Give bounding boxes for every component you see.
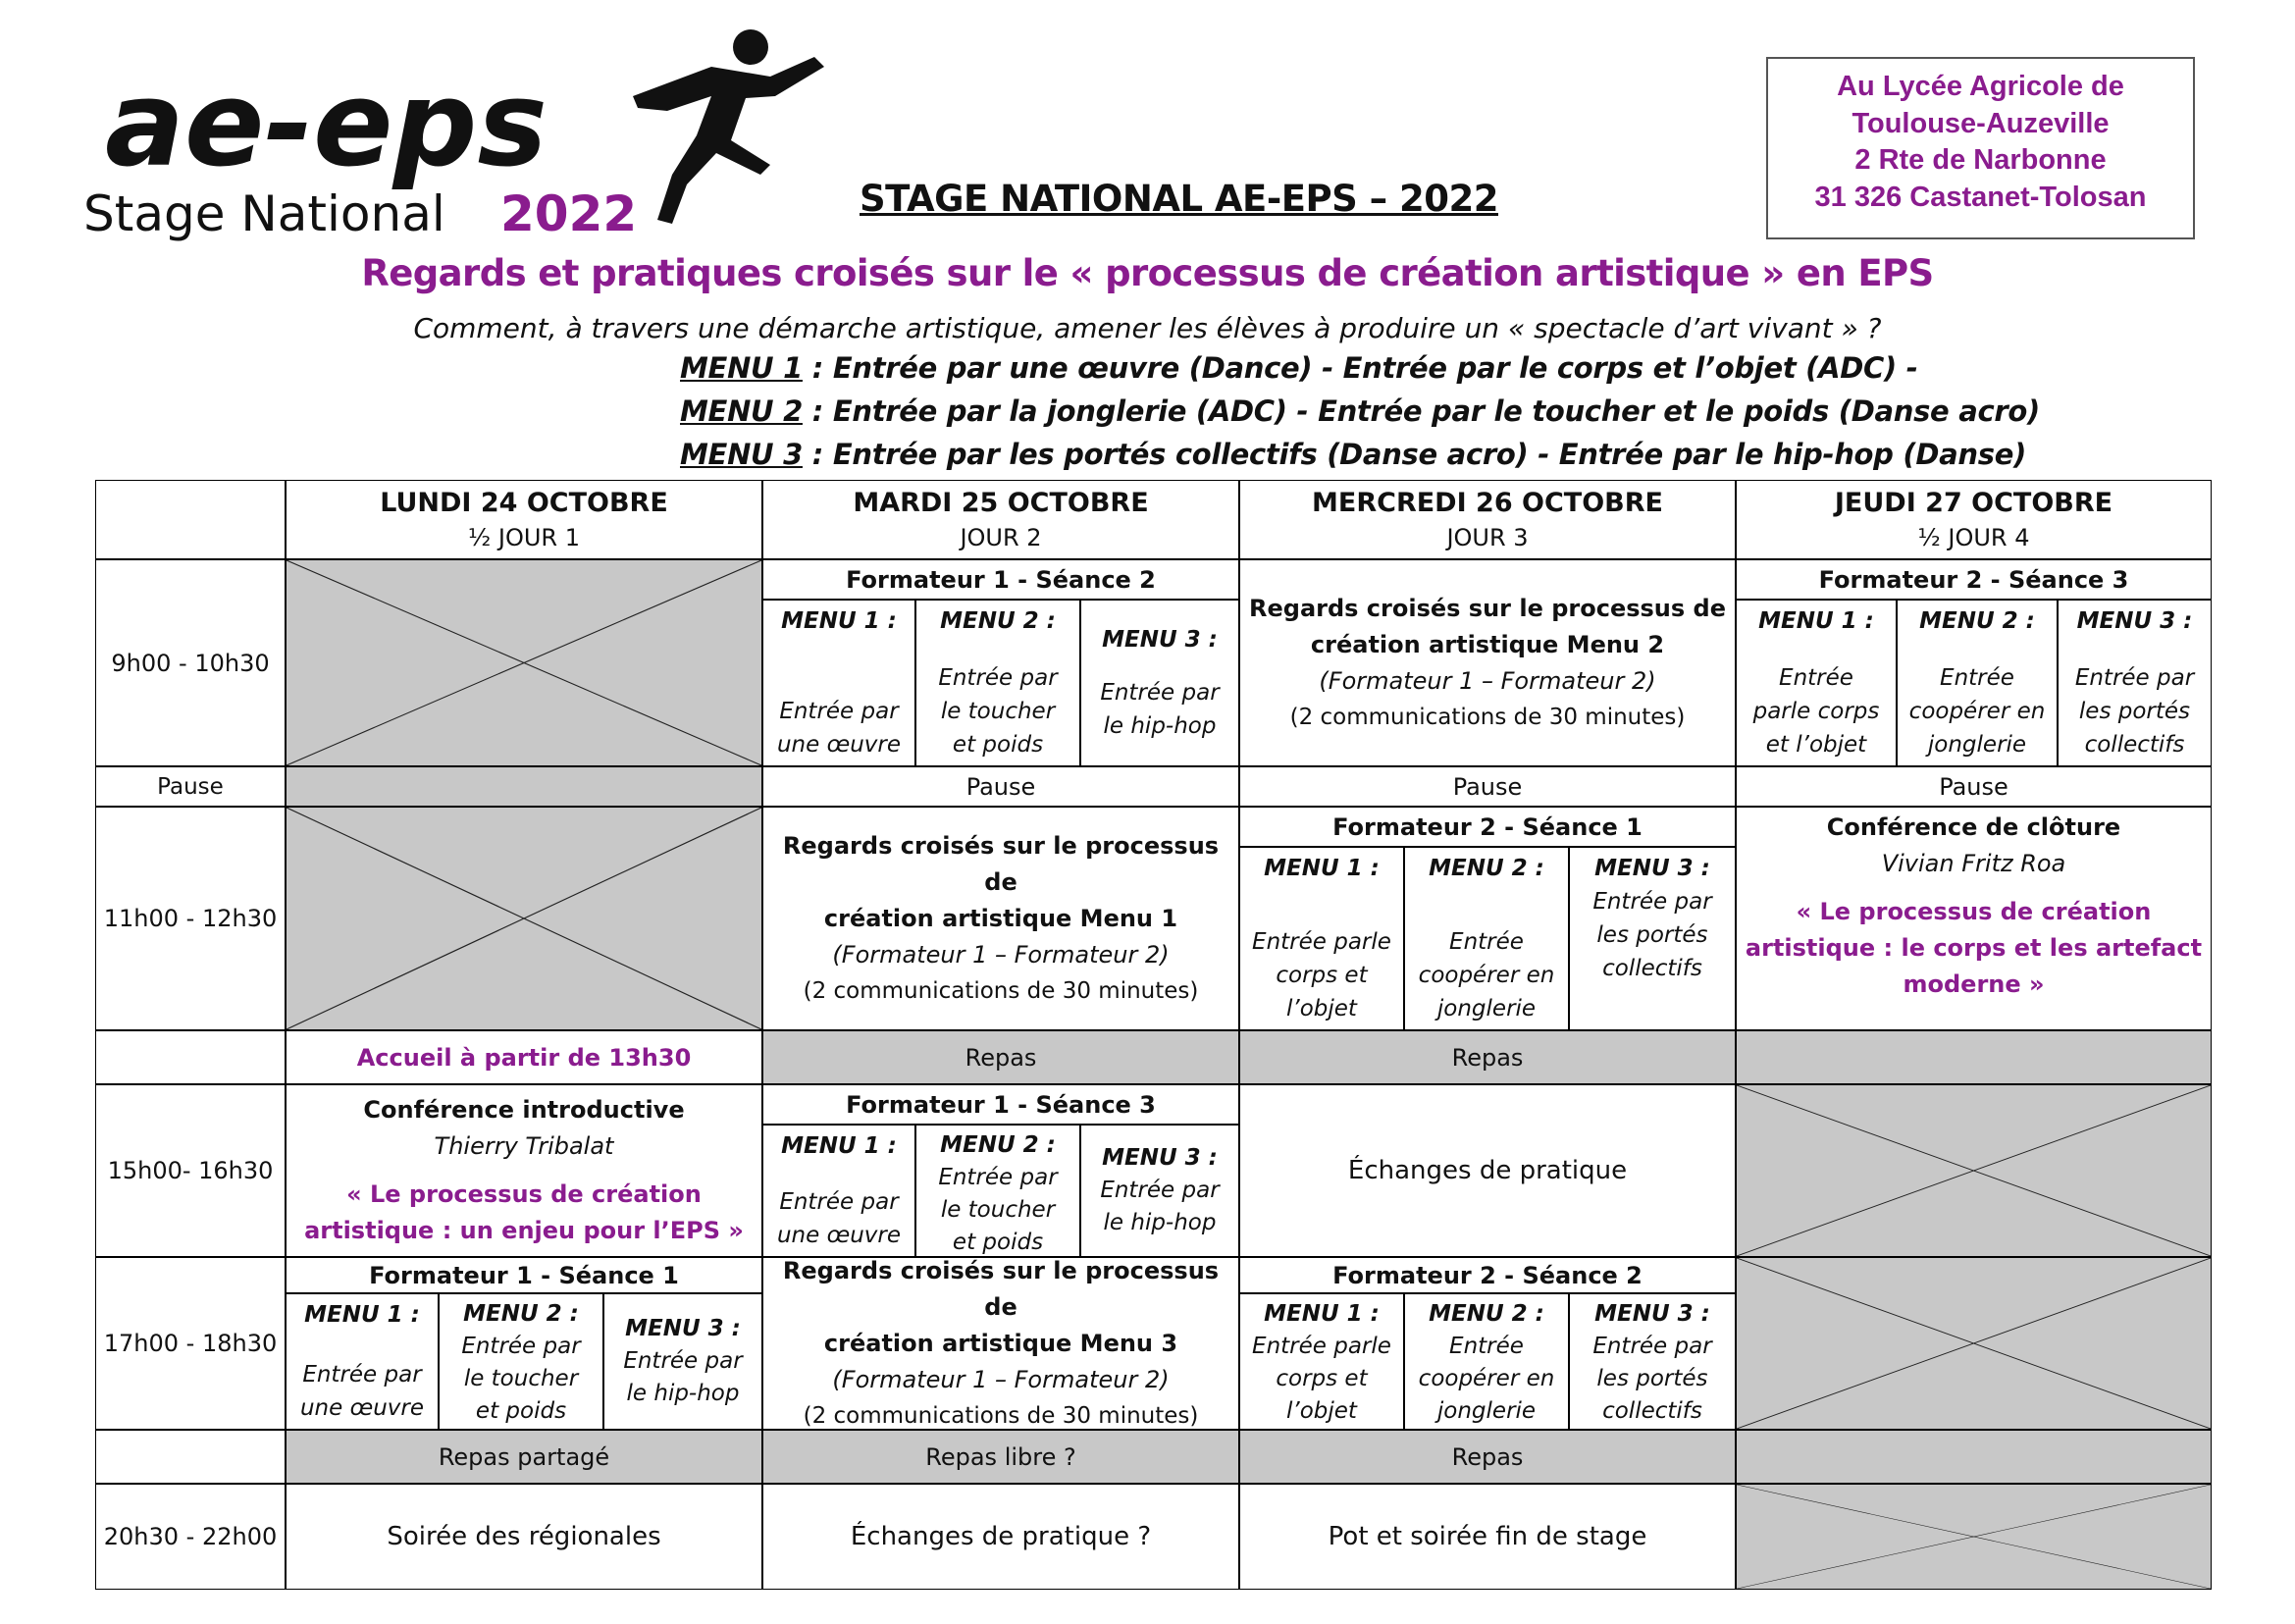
menu-3-cell: MENU 3 : Entrée par le hip-hop [1080, 600, 1239, 766]
time-cell: Pause [95, 766, 286, 807]
day-header [1736, 480, 2212, 559]
session-title: Formateur 2 - Séance 3 [1736, 559, 2212, 600]
time-cell: 20h30 - 22h00 [95, 1484, 286, 1590]
empty-slot [286, 766, 762, 807]
session-title: Formateur 1 - Séance 3 [762, 1084, 1239, 1125]
menu-1-cell: MENU 1 : Entrée par une œuvre [286, 1293, 439, 1430]
pause-cell: Pause [1736, 766, 2212, 807]
menu-line-2: MENU 2 : Entrée par la jonglerie (ADC) - Entrée par le toucher et le poids (Danse acro) [680, 394, 2040, 428]
empty-slot [1736, 1430, 2212, 1484]
pause-cell: Pause [762, 766, 1239, 807]
address-line: 2 Rte de Narbonne [1854, 144, 2107, 176]
menu-3-cell: MENU 3 : Entrée par les portés collectifs [1569, 847, 1736, 1030]
menu-3-cell: MENU 3 : Entrée par le hip-hop [1080, 1125, 1239, 1257]
day-sub: JOUR 3 [1446, 523, 1529, 551]
menu-2-cell: MENU 2 : Entrée par le toucher et poids [439, 1293, 603, 1430]
intro-conference: Conférence introductive Thierry Tribalat « Le processus de création artistique : un enjeu pour l’EPS » [286, 1084, 762, 1257]
menu-1-cell: MENU 1 : Entrée par une œuvre [762, 1125, 915, 1257]
time-cell: 9h00 - 10h30 [95, 559, 286, 766]
cross-icon [1737, 1085, 2211, 1256]
welcome-cell: Accueil à partir de 13h30 [286, 1030, 762, 1084]
menu-2-cell: MENU 2 : Entrée coopérer en jonglerie [1404, 847, 1569, 1030]
menu-1-cell: MENU 1 : Entrée par une œuvre [762, 600, 915, 766]
address-line: 31 326 Castanet-Tolosan [1814, 181, 2147, 213]
empty-slot [1736, 1084, 2212, 1257]
menu-3-cell: MENU 3 : Entrée par le hip-hop [603, 1293, 762, 1430]
cross-icon [287, 560, 761, 765]
time-cell: 15h00- 16h30 [95, 1084, 286, 1257]
time-cell [95, 1030, 286, 1084]
day-header [286, 480, 762, 559]
day-name: JEUDI 27 OCTOBRE [1834, 487, 2113, 518]
menu-2-cell: MENU 2 : Entrée par le toucher et poids [915, 1125, 1080, 1257]
dinner-cell: Repas [1239, 1430, 1736, 1484]
lunch-cell: Repas [1239, 1030, 1736, 1084]
day-header [1239, 480, 1736, 559]
session-title: Formateur 2 - Séance 2 [1239, 1257, 1736, 1293]
pause-cell: Pause [1239, 766, 1736, 807]
cross-icon [1737, 1258, 2211, 1429]
cross-icon [287, 808, 761, 1029]
cross-icon [1737, 1485, 2211, 1589]
empty-slot [1736, 1484, 2212, 1590]
runner-icon [633, 29, 824, 224]
logo-sub-text: Stage National [83, 185, 445, 242]
time-cell: 17h00 - 18h30 [95, 1257, 286, 1430]
stage-title: STAGE NATIONAL AE-EPS – 2022 [860, 178, 1498, 220]
menu-3-cell: MENU 3 : Entrée par les portés collectifs [1569, 1293, 1736, 1430]
session-title: Formateur 1 - Séance 1 [286, 1257, 762, 1293]
corner-cell [95, 480, 286, 559]
empty-slot [1736, 1030, 2212, 1084]
evening-cell: Pot et soirée fin de stage [1239, 1484, 1736, 1590]
day-sub: JOUR 2 [960, 523, 1042, 551]
day-sub: ½ JOUR 4 [1917, 523, 2030, 551]
day-name: LUNDI 24 OCTOBRE [380, 487, 668, 518]
empty-slot [286, 559, 762, 766]
logo-main-text: ae-eps [105, 57, 548, 193]
session-title: Formateur 1 - Séance 2 [762, 559, 1239, 600]
ae-eps-logo [83, 27, 849, 253]
practice-exchange: Échanges de pratique [1239, 1084, 1736, 1257]
logo-year: 2022 [500, 185, 638, 242]
day-name: MERCREDI 26 OCTOBRE [1312, 487, 1663, 518]
session-title: Formateur 2 - Séance 1 [1239, 807, 1736, 847]
question: Comment, à travers une démarche artistique, amener les élèves à produire un « spectacle d’art vivant » ? [413, 312, 1882, 344]
main-title: Regards et pratiques croisés sur le « processus de création artistique » en EPS [361, 252, 1934, 294]
day-header [762, 480, 1239, 559]
dinner-cell: Repas libre ? [762, 1430, 1239, 1484]
empty-slot [1736, 1257, 2212, 1430]
evening-cell: Soirée des régionales [286, 1484, 762, 1590]
address-line: Au Lycée Agricole de [1837, 71, 2124, 102]
menu-line-3: MENU 3 : Entrée par les portés collectifs (Danse acro) - Entrée par le hip-hop (Danse) [680, 438, 2027, 471]
menu-2-cell: MENU 2 : Entrée par le toucher et poids [915, 600, 1080, 766]
lunch-cell: Repas [762, 1030, 1239, 1084]
menu-2-cell: MENU 2 : Entrée coopérer en jonglerie [1897, 600, 2058, 766]
menu-3-cell: MENU 3 : Entrée par les portés collectifs [2058, 600, 2212, 766]
time-cell: 11h00 - 12h30 [95, 807, 286, 1030]
address-line: Toulouse-Auzeville [1852, 107, 2110, 139]
menu-1-cell: MENU 1 : Entrée parle corps et l’objet [1239, 847, 1404, 1030]
menu-1-cell: MENU 1 : Entrée parle corps et l’objet [1239, 1293, 1404, 1430]
day-sub: ½ JOUR 1 [468, 523, 580, 551]
time-cell [95, 1430, 286, 1484]
menu-2-cell: MENU 2 : Entrée coopérer en jonglerie [1404, 1293, 1569, 1430]
address-box [1766, 57, 2195, 239]
closing-conference: Conférence de clôture Vivian Fritz Roa « Le processus de création artistique : le corps et les artefact moderne » [1736, 807, 2212, 1030]
day-name: MARDI 25 OCTOBRE [853, 487, 1149, 518]
empty-slot [286, 807, 762, 1030]
regards-cell: Regards croisés sur le processus de création artistique Menu 3 (Formateur 1 – Formateur 2) (2 communications de 30 minutes) [762, 1257, 1239, 1430]
regards-cell: Regards croisés sur le processus de création artistique Menu 1 (Formateur 1 – Formateur 2) (2 communications de 30 minutes) [762, 807, 1239, 1030]
dinner-cell: Repas partagé [286, 1430, 762, 1484]
logo-graphic [83, 27, 849, 253]
menu-line-1: MENU 1 : Entrée par une œuvre (Dance) - Entrée par le corps et l’objet (ADC) - [680, 351, 1918, 385]
regards-cell: Regards croisés sur le processus de création artistique Menu 2 (Formateur 1 – Formateur 2) (2 communications de 30 minutes) [1239, 559, 1736, 766]
menu-1-cell: MENU 1 : Entrée parle corps et l’objet [1736, 600, 1897, 766]
evening-cell: Échanges de pratique ? [762, 1484, 1239, 1590]
schedule-table [95, 480, 2212, 1590]
